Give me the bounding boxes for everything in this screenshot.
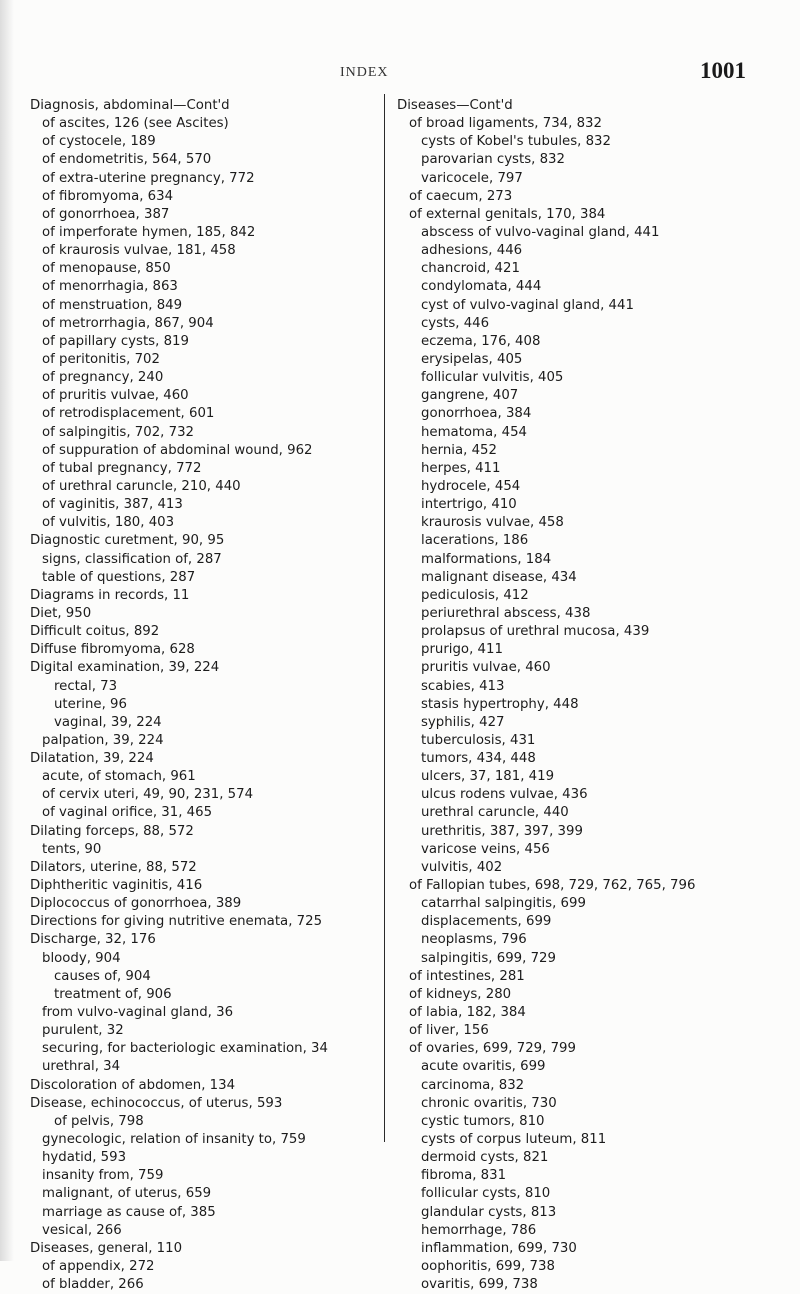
index-entry: vesical, 266 [42, 1222, 122, 1238]
index-entry: follicular vulvitis, 405 [421, 370, 564, 386]
index-entry: of vaginal orifice, 31, 465 [42, 805, 213, 821]
index-entry: gonorrhoea, 384 [421, 406, 532, 422]
index-entry: hematoma, 454 [421, 424, 527, 440]
index-entry: purulent, 32 [42, 1023, 124, 1039]
index-entry: ulcers, 37, 181, 419 [421, 769, 555, 785]
index-entry: hydatid, 593 [42, 1150, 127, 1166]
index-entry: of pruritis vulvae, 460 [42, 388, 189, 404]
index-entry: of Fallopian tubes, 698, 729, 762, 765, 796 [409, 878, 696, 894]
index-entry: of cervix uteri, 49, 90, 231, 574 [42, 787, 254, 803]
index-entry: signs, classification of, 287 [42, 551, 222, 567]
index-entry: abscess of vulvo-vaginal gland, 441 [421, 224, 660, 240]
index-entry: Diphtheritic vaginitis, 416 [30, 878, 203, 894]
index-entry: of cystocele, 189 [42, 134, 156, 150]
index-entry: of intestines, 281 [409, 968, 525, 984]
index-entry: of tubal pregnancy, 772 [42, 460, 202, 476]
index-entry: of gonorrhoea, 387 [42, 206, 170, 222]
index-entry: dermoid cysts, 821 [421, 1150, 549, 1166]
index-entry: of metrorrhagia, 867, 904 [42, 315, 214, 331]
index-entry: of peritonitis, 702 [42, 351, 160, 367]
index-entry: Dilators, uterine, 88, 572 [30, 859, 197, 875]
index-entry: Difficult coitus, 892 [30, 624, 160, 640]
index-entry: hemorrhage, 786 [421, 1222, 537, 1238]
index-entry: parovarian cysts, 832 [421, 152, 565, 168]
index-entry: carcinoma, 832 [421, 1077, 525, 1093]
index-entry: tumors, 434, 448 [421, 751, 536, 767]
index-entry: adhesions, 446 [421, 243, 523, 259]
index-entry: malignant disease, 434 [421, 569, 577, 585]
column-divider [384, 94, 385, 1142]
index-entry: of caecum, 273 [409, 188, 513, 204]
index-entry: salpingitis, 699, 729 [421, 950, 556, 966]
index-entry: of pregnancy, 240 [42, 370, 164, 386]
index-entry: lacerations, 186 [421, 533, 529, 549]
index-entry: prolapsus of urethral mucosa, 439 [421, 624, 650, 640]
index-entry: erysipelas, 405 [421, 351, 523, 367]
index-entry: Diagnostic curetment, 90, 95 [30, 533, 225, 549]
index-entry: of appendix, 272 [42, 1259, 155, 1274]
index-entry: varicocele, 797 [421, 170, 523, 186]
index-entry: of liver, 156 [409, 1023, 489, 1039]
index-entry: uterine, 96 [54, 696, 127, 712]
index-entry: herpes, 411 [421, 460, 501, 476]
index-entry: Diet, 950 [30, 605, 92, 621]
index-entry: oophoritis, 699, 738 [421, 1259, 555, 1274]
index-entry: of vulvitis, 180, 403 [42, 515, 175, 531]
index-entry: chancroid, 421 [421, 261, 520, 277]
page-gutter-shadow [0, 0, 14, 1261]
index-entry: palpation, 39, 224 [42, 732, 164, 748]
running-head-title: INDEX [340, 65, 389, 80]
index-entry: of menopause, 850 [42, 261, 171, 277]
index-entry: of menstruation, 849 [42, 297, 183, 313]
index-entry: chronic ovaritis, 730 [421, 1095, 557, 1111]
index-entry: periurethral abscess, 438 [421, 605, 591, 621]
index-entry: scabies, 413 [421, 678, 505, 694]
index-entry: insanity from, 759 [42, 1168, 164, 1184]
index-entry: Discoloration of abdomen, 134 [30, 1077, 236, 1093]
index-entry: malformations, 184 [421, 551, 552, 567]
index-entry: of broad ligaments, 734, 832 [409, 116, 602, 132]
index-entry: bloody, 904 [42, 950, 121, 966]
index-entry: causes of, 904 [54, 968, 151, 984]
index-entry: catarrhal salpingitis, 699 [421, 896, 586, 912]
index-column-left [30, 97, 385, 1294]
index-entry: cysts of corpus luteum, 811 [421, 1132, 607, 1148]
index-entry: prurigo, 411 [421, 642, 503, 658]
index-entry: kraurosis vulvae, 458 [421, 515, 564, 531]
index-entry: pruritis vulvae, 460 [421, 660, 551, 676]
index-entry: urethral caruncle, 440 [421, 805, 569, 821]
index-entry: of suppuration of abdominal wound, 962 [42, 442, 313, 458]
running-head [0, 58, 800, 88]
index-entry: malignant, of uterus, 659 [42, 1186, 212, 1202]
index-entry: Dilating forceps, 88, 572 [30, 823, 194, 839]
index-entry: cystic tumors, 810 [421, 1113, 545, 1129]
index-entry: Diagrams in records, 11 [30, 587, 190, 603]
index-entry: of retrodisplacement, 601 [42, 406, 215, 422]
index-entry: acute, of stomach, 961 [42, 769, 196, 785]
index-entry: Discharge, 32, 176 [30, 932, 156, 948]
index-entry: treatment of, 906 [54, 986, 172, 1002]
index-entry: Disease, echinococcus, of uterus, 593 [30, 1095, 283, 1111]
index-entry: from vulvo-vaginal gland, 36 [42, 1005, 234, 1021]
index-entry: marriage as cause of, 385 [42, 1204, 216, 1220]
index-entry: cysts, 446 [421, 315, 490, 331]
index-entry: of ascites, 126 (see Ascites) [42, 116, 229, 132]
index-entry: eczema, 176, 408 [421, 333, 541, 349]
index-entry: cysts of Kobel's tubules, 832 [421, 134, 611, 150]
index-entry: ulcus rodens vulvae, 436 [421, 787, 588, 803]
index-entry: of imperforate hymen, 185, 842 [42, 224, 256, 240]
index-entry: hernia, 452 [421, 442, 497, 458]
index-entry: displacements, 699 [421, 914, 552, 930]
index-entry: pediculosis, 412 [421, 587, 529, 603]
index-entry: of extra-uterine pregnancy, 772 [42, 170, 255, 186]
index-entry: Diseases, general, 110 [30, 1240, 183, 1256]
index-entry: Directions for giving nutritive enemata, 725 [30, 914, 323, 930]
index-entry: Diffuse fibromyoma, 628 [30, 642, 195, 658]
index-entry: gangrene, 407 [421, 388, 519, 404]
index-entry: Diplococcus of gonorrhoea, 389 [30, 896, 242, 912]
index-entry: glandular cysts, 813 [421, 1204, 557, 1220]
index-entry: Diseases—Cont'd [397, 98, 513, 113]
index-entry: of kidneys, 280 [409, 986, 512, 1002]
index-entry: hydrocele, 454 [421, 478, 521, 494]
index-entry: urethral, 34 [42, 1059, 121, 1075]
index-entry: of labia, 182, 384 [409, 1005, 526, 1021]
index-entry: condylomata, 444 [421, 279, 542, 295]
index-entry: inflammation, 699, 730 [421, 1240, 577, 1256]
index-entry: of papillary cysts, 819 [42, 333, 189, 349]
index-entry: tuberculosis, 431 [421, 732, 536, 748]
index-entry: rectal, 73 [54, 678, 118, 694]
index-entry: of salpingitis, 702, 732 [42, 424, 195, 440]
index-entry: vulvitis, 402 [421, 859, 503, 875]
index-column-right [397, 97, 787, 1294]
index-entry: acute ovaritis, 699 [421, 1059, 546, 1075]
index-entry: intertrigo, 410 [421, 497, 517, 513]
index-entry: Dilatation, 39, 224 [30, 751, 154, 767]
index-entry: of fibromyoma, 634 [42, 188, 174, 204]
index-entry: of urethral caruncle, 210, 440 [42, 478, 241, 494]
index-entry: of external genitals, 170, 384 [409, 206, 606, 222]
page-number: 1001 [700, 58, 746, 83]
index-entry: follicular cysts, 810 [421, 1186, 551, 1202]
index-entry: ovaritis, 699, 738 [421, 1277, 538, 1293]
index-entry: of pelvis, 798 [54, 1113, 144, 1129]
index-entry: stasis hypertrophy, 448 [421, 696, 579, 712]
index-entry: gynecologic, relation of insanity to, 759 [42, 1132, 306, 1148]
index-entry: vaginal, 39, 224 [54, 714, 162, 730]
index-entry: of endometritis, 564, 570 [42, 152, 212, 168]
index-entry: of bladder, 266 [42, 1277, 144, 1293]
index-entry: Diagnosis, abdominal—Cont'd [30, 98, 230, 113]
index-entry: cyst of vulvo-vaginal gland, 441 [421, 297, 634, 313]
index-entry: table of questions, 287 [42, 569, 196, 585]
index-entry: varicose veins, 456 [421, 841, 550, 857]
index-entry: Digital examination, 39, 224 [30, 660, 220, 676]
index-entry: fibroma, 831 [421, 1168, 507, 1184]
index-entry: of menorrhagia, 863 [42, 279, 178, 295]
index-entry: urethritis, 387, 397, 399 [421, 823, 583, 839]
index-entry: of kraurosis vulvae, 181, 458 [42, 243, 236, 259]
index-entry: securing, for bacteriologic examination, 34 [42, 1041, 328, 1057]
index-entry: of vaginitis, 387, 413 [42, 497, 183, 513]
index-entry: of ovaries, 699, 729, 799 [409, 1041, 576, 1057]
index-entry: neoplasms, 796 [421, 932, 527, 948]
index-entry: tents, 90 [42, 841, 102, 857]
index-entry: syphilis, 427 [421, 714, 505, 730]
